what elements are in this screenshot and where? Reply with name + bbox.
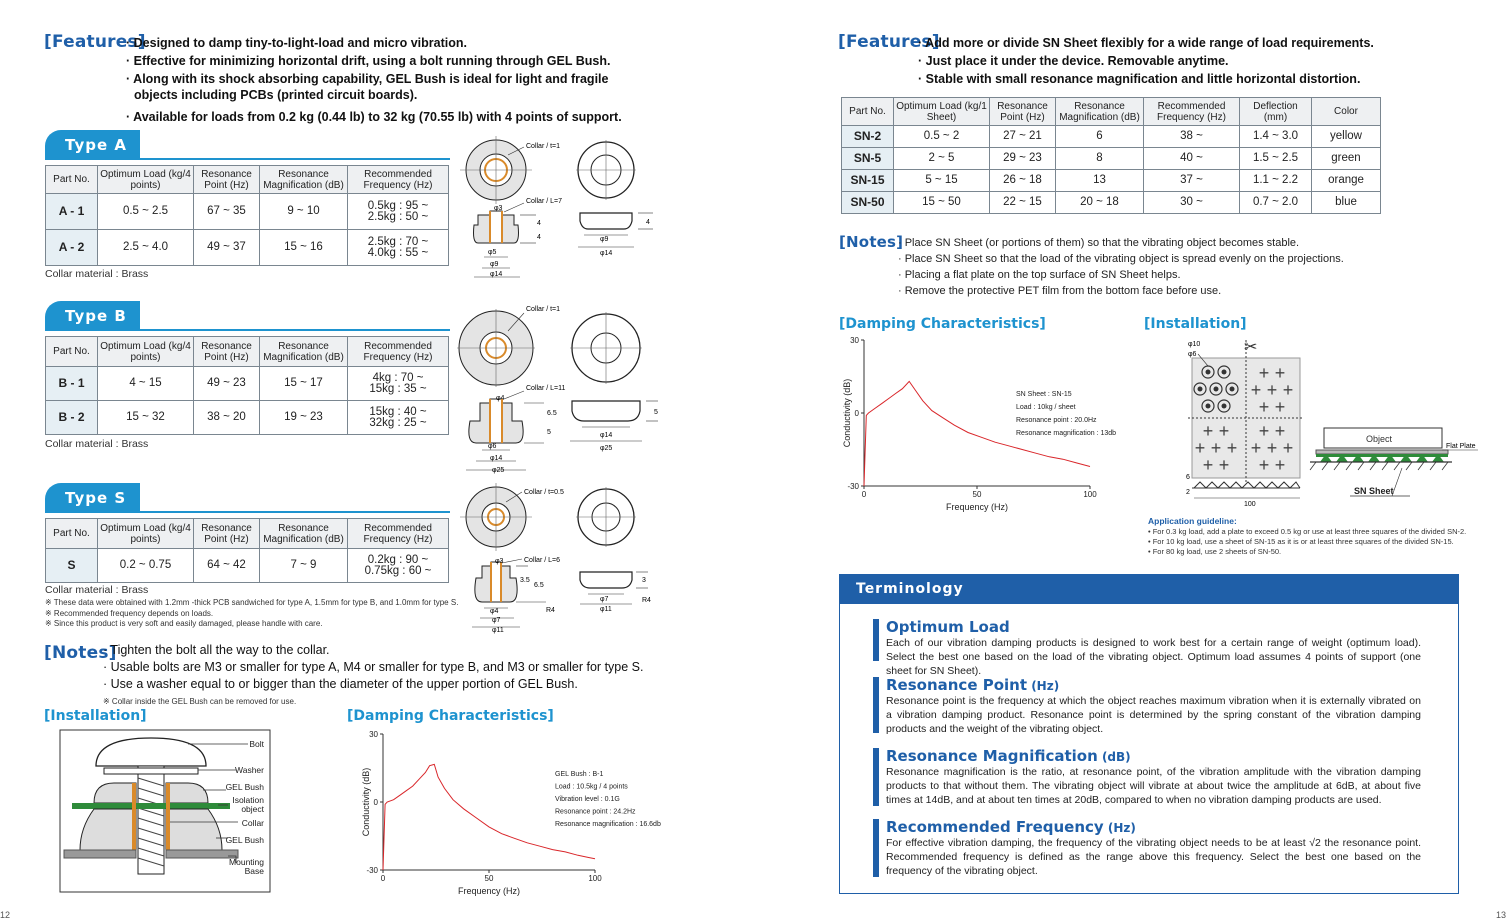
y-tick-label: 0 [854,409,859,418]
col-header: Resonance Magnification (dB) [260,519,348,549]
collar-material: Collar material : Brass [45,268,149,280]
cell: 13 [1056,170,1144,192]
cell: 49 ~ 23 [194,367,260,401]
col-header: Resonance Magnification (dB) [1056,98,1144,126]
label-base: Base [244,866,264,876]
freq-line: 4kg : 70 ~ [372,371,424,384]
feature-item: · Effective for minimizing horizontal drift, using a bolt running through GEL Bush. [126,54,611,68]
note-item: · Place SN Sheet so that the load of the vibrating object is spread evenly on the projections. [898,253,1344,265]
x-tick-label: 0 [380,874,386,883]
guide-list [1148,527,1466,557]
dim-label: 100 [1244,501,1256,508]
installation-title: [Installation] [44,708,147,724]
cell: 64 ~ 42 [194,549,260,583]
mounting-base-left [64,850,136,858]
svg-text:+: + [1226,438,1238,458]
sn-installation-diagram [1180,336,1480,508]
dim-label: 2 [1186,489,1190,496]
dim-label: R4 [642,597,651,604]
col-header: Part No. [46,166,98,194]
svg-text:+: + [1282,380,1294,400]
part-no: B - 1 [46,367,98,401]
y-axis-label: Conductivity (dB) [842,378,852,448]
svg-text:+: + [1250,438,1262,458]
cell: 6 [1056,126,1144,148]
chart-annotation: Load : 10.5kg / 4 points [555,783,628,791]
dim-label: 4 [646,219,650,226]
cell: 2.5 ~ 4.0 [98,230,194,266]
cell: 29 ~ 23 [990,148,1056,170]
table-row [46,367,449,401]
cell [348,230,449,266]
type-b-rule [45,329,450,331]
sn-sheet-side [1316,454,1448,457]
plot-area [842,336,1116,512]
cell: blue [1312,192,1381,214]
col-header: Recommended Frequency (Hz) [348,337,449,367]
scissors-icon: ✂ [1244,339,1258,356]
flat-plate [1316,450,1448,454]
notes-title-right: [Notes] [839,233,904,251]
table-row [842,192,1381,214]
x-tick-label: 0 [861,490,867,499]
cell: 19 ~ 23 [260,401,348,435]
chart-annotation: Resonance magnification : 13db [1016,430,1117,437]
installation-title-right: [Installation] [1144,316,1247,332]
damping-curve [383,764,595,870]
dim-label: 5 [654,409,658,416]
dim-label: φ14 [600,250,613,257]
dim-label: Collar / t=1 [526,143,561,150]
freq-line: 15kg : 40 ~ [369,405,427,418]
table-row [46,549,449,583]
svg-text:+: + [1258,421,1270,441]
damping-chart-left [355,728,675,898]
footnotes [45,598,458,630]
term-bar [873,748,879,806]
cell: 15 ~ 17 [260,367,348,401]
table-row [842,170,1381,192]
label-bolt: Bolt [249,739,264,749]
cell: green [1312,148,1381,170]
table-row [46,194,449,230]
cell: 4 ~ 15 [98,367,194,401]
dim-label: Collar / L=7 [526,198,562,205]
cell: 0.7 ~ 2.0 [1240,192,1312,214]
type-a-title: Type A [45,130,140,160]
notes-title: [Notes] [44,643,117,663]
freq-line: 0.2kg : 90 ~ [367,553,429,566]
term-title: Optimum Load [886,618,1010,636]
svg-text:+: + [1250,380,1262,400]
svg-text:+: + [1266,380,1278,400]
features-list-right [918,34,1374,88]
label-mounting: Mounting [229,857,264,867]
type-a-drawing [458,137,673,282]
dim-label: φ7 [492,617,501,624]
svg-text:+: + [1194,438,1206,458]
footnote: ※ These data were obtained with 1.2mm -thick PCB sandwiched for type A, 1.5mm for type B, and 1.0mm for type S. [45,598,459,607]
term-bar [873,619,879,661]
term-unit: (Hz) [1103,821,1136,835]
terminology-header: Terminology [840,575,1458,604]
y-tick-label: 30 [850,336,859,345]
chart-annotation: Vibration level : 0.1G [555,796,620,803]
chart-annotation: Resonance point : 20.0Hz [1016,417,1097,424]
term-name: Recommended Frequency [886,818,1104,836]
chart-annotation: Resonance point : 24.2Hz [555,808,636,816]
dim-label: φ5 [488,249,497,256]
y-tick-label: 30 [369,730,378,739]
x-tick-label: 50 [484,874,494,883]
col-header: Part No. [46,337,98,367]
svg-text:+: + [1274,421,1286,441]
part-no: SN-15 [842,170,894,192]
term-desc: For effective vibration damping, the frequency of the vibrating object needs to be at least √2 the resonance point. Recommended frequency is defined as the range above this frequency. Select the best one based on the frequency of the vibrating object. [886,837,1421,877]
dim-label: 6 [1186,474,1190,481]
feature-item: · Designed to damp tiny-to-light-load and micro vibration. [126,36,467,50]
term-unit: (dB) [1097,750,1131,764]
cell: 15 ~ 50 [894,192,990,214]
col-header: Optimum Load (kg/4 points) [98,337,194,367]
part-no: SN-2 [842,126,894,148]
x-axis-label: Frequency (Hz) [945,502,1009,512]
cell: 7 ~ 9 [260,549,348,583]
type-s-drawing [458,484,673,636]
term-name: Resonance Magnification [886,747,1098,765]
chart-annotation: GEL Bush : B-1 [555,771,604,778]
label-collar: Collar [241,818,264,828]
dim-label: φ6 [488,443,497,450]
cell: 1.5 ~ 2.5 [1240,148,1312,170]
collar-left [132,783,136,850]
damping-title: [Damping Characteristics] [347,708,554,724]
cell [348,401,449,435]
svg-text:+: + [1218,455,1230,475]
notes-list [103,642,643,710]
note-small: ※ Collar inside the GEL Bush can be removed for use. [103,697,297,706]
x-tick-label: 50 [972,490,982,499]
cell: 38 ~ 20 [194,401,260,435]
svg-text:+: + [1274,363,1286,383]
dim-label: φ9 [600,236,609,243]
sn-sheet-label: SN Sheet [1354,486,1394,496]
col-header: Resonance Magnification (dB) [260,166,348,194]
dim-label: Collar / L=11 [526,385,566,392]
note-item: · Tighten the bolt all the way to the collar. [103,643,330,657]
type-b-drawing [458,303,673,478]
svg-text:+: + [1266,438,1278,458]
cell: 15 ~ 16 [260,230,348,266]
term-desc: Resonance magnification is the ratio, at resonance point, of the vibration amplitude with the vibration damping products to that without them. The vibrating object will vibrate at about twice the amplitude at 6dB, at about five times at 14dB, and at about ten times at 20dB, compared to when no vibration damping products are used. [886,766,1421,806]
dim-label: φ4 [496,395,505,402]
page-number-left: 12 [0,910,11,920]
part-no: S [46,549,98,583]
dim-label: Collar / t=0.5 [524,489,564,496]
freq-line: 4.0kg : 55 ~ [367,246,429,259]
plot-area [361,730,661,896]
cell: 2 ~ 5 [894,148,990,170]
col-header: Resonance Magnification (dB) [260,337,348,367]
table-row [842,148,1381,170]
footnote: ※ Since this product is very soft and easily damaged, please handle with care. [45,619,323,628]
cell: 67 ~ 35 [194,194,260,230]
freq-line: 32kg : 25 ~ [369,416,427,429]
cell: 0.5 ~ 2 [894,126,990,148]
dim-label: φ3 [495,558,504,565]
col-header: Recommended Frequency (Hz) [348,166,449,194]
floor-hatch [1310,462,1448,470]
features-title-right: [Features] [838,32,940,52]
label-isolation: Isolation [232,795,264,805]
dim-label: φ6 [1188,351,1197,358]
term-title [886,747,1131,765]
term-bar [873,677,879,733]
svg-text:+: + [1274,397,1286,417]
dim-label: φ10 [1188,341,1201,348]
table-row [842,126,1381,148]
cell: 27 ~ 21 [990,126,1056,148]
y-tick-label: -30 [366,866,378,875]
note-item: · Placing a flat plate on the top surface of SN Sheet helps. [898,269,1181,281]
mounting-base-right [166,850,238,858]
dim-label: φ25 [600,445,613,452]
dim-label: φ25 [492,467,505,474]
type-b-table [45,336,449,435]
dim-label: φ11 [492,627,504,634]
term-name: Resonance Point [886,676,1028,694]
col-header: Optimum Load (kg/1 Sheet) [894,98,990,126]
freq-line: 15kg : 35 ~ [369,382,427,395]
feature-item: · Stable with small resonance magnification and little horizontal distortion. [918,72,1361,86]
col-header: Deflection (mm) [1240,98,1312,126]
svg-text:+: + [1258,363,1270,383]
cell: 49 ~ 37 [194,230,260,266]
col-header: Optimum Load (kg/4 points) [98,166,194,194]
dim-label: φ7 [600,596,609,603]
note-item: · Place SN Sheet (or portions of them) so that the vibrating object becomes stable. [898,237,1300,249]
dim-label: R4 [546,607,555,614]
guide-title: Application guideline: [1148,516,1237,526]
type-a-rule [45,158,450,160]
term-title [886,818,1136,836]
cell [348,194,449,230]
col-header: Resonance Point (Hz) [194,337,260,367]
freq-line: 2.5kg : 50 ~ [367,210,429,223]
sn-profile [1194,482,1300,488]
cell: 40 ~ [1144,148,1240,170]
cell: 1.1 ~ 2.2 [1240,170,1312,192]
type-b-title: Type B [45,301,140,331]
cell: 20 ~ 18 [1056,192,1144,214]
dim-label: 3 [642,577,646,584]
x-tick-label: 100 [588,874,602,883]
cell: 9 ~ 10 [260,194,348,230]
cell: 26 ~ 18 [990,170,1056,192]
damping-chart-right [838,334,1117,514]
freq-line: 0.5kg : 95 ~ [367,199,429,212]
term-title [886,676,1059,694]
dim-label: φ3 [494,205,503,212]
term-desc: Resonance point is the frequency at which the object reaches maximum vibration when it is externally vibrated on a vibration damping product. Resonance point is determined by the spring constant of the vibration damping products and the weight of the vibrating object. [886,695,1421,735]
dim-label: φ4 [490,608,499,615]
dim-label: 6.5 [547,410,557,417]
isolation-object [72,803,230,809]
label-object: object [241,804,264,814]
svg-text:+: + [1258,455,1270,475]
cell [348,367,449,401]
col-header: Recommended Frequency (Hz) [348,519,449,549]
y-axis-label: Conductivity (dB) [361,767,371,837]
type-s-title: Type S [45,483,140,513]
dim-label: φ14 [490,455,503,462]
col-header: Resonance Point (Hz) [194,519,260,549]
note-item: · Remove the protective PET film from the bottom face before use. [898,285,1222,297]
feature-item: · Just place it under the device. Removable anytime. [918,54,1229,68]
cell: 30 ~ [1144,192,1240,214]
label-gel-bush-2: GEL Bush [225,835,264,845]
col-header: Color [1312,98,1381,126]
label-gel-bush: GEL Bush [225,782,264,792]
svg-text:+: + [1282,438,1294,458]
y-tick-label: 0 [373,798,378,807]
dim-label: φ14 [600,432,613,439]
damping-title-right: [Damping Characteristics] [839,316,1046,332]
svg-text:+: + [1274,455,1286,475]
cell: 38 ~ [1144,126,1240,148]
svg-text:+: + [1210,438,1222,458]
svg-text:+: + [1218,421,1230,441]
collar-material: Collar material : Brass [45,438,149,450]
part-no: A - 2 [46,230,98,266]
dim-label: 4 [537,220,541,227]
type-s-table [45,518,449,583]
term-desc: Each of our vibration damping products is designed to work best for a certain range of weight (optimum load). Select the best one based on the load of the vibrating object. Optimum load assumes 4 points of support (one sheet for SN Sheet). [886,637,1421,677]
dim-label: Collar / t=1 [526,306,561,313]
term-unit: (Hz) [1027,679,1060,693]
table-row [46,401,449,435]
cell [348,549,449,583]
label-washer: Washer [235,765,264,775]
note-item: · Usable bolts are M3 or smaller for type A, M4 or smaller for type B, and M3 or smaller for type S. [103,660,644,674]
table-row [46,230,449,266]
col-header: Resonance Point (Hz) [990,98,1056,126]
cell: 0.2 ~ 0.75 [98,549,194,583]
dim-label: φ11 [600,606,612,613]
washer [104,768,198,774]
collar-right [166,783,170,850]
feature-item: objects including PCBs (printed circuit boards). [134,88,418,102]
feature-item: · Add more or divide SN Sheet flexibly for a wide range of load requirements. [918,36,1374,50]
feature-item: · Available for loads from 0.2 kg (0.44 lb) to 32 kg (70.55 lb) with 4 points of support. [126,110,622,124]
col-header: Part No. [842,98,894,126]
type-a-table [45,165,449,266]
x-axis-label: Frequency (Hz) [457,886,521,896]
freq-line: 0.75kg : 60 ~ [364,564,432,577]
chart-annotation: SN Sheet : SN-15 [1016,391,1072,398]
collar-material: Collar material : Brass [45,584,149,596]
note-item: · Use a washer equal to or bigger than the diameter of the upper portion of GEL Bush. [103,677,578,691]
object-label: Object [1366,434,1393,444]
cell: 37 ~ [1144,170,1240,192]
part-no: SN-5 [842,148,894,170]
cell: 8 [1056,148,1144,170]
chart-annotation: Resonance magnification : 16.6db [555,821,661,828]
cell: 5 ~ 15 [894,170,990,192]
svg-text:+: + [1202,455,1214,475]
footnote: ※ Recommended frequency depends on loads. [45,608,214,618]
chart-annotation: Load : 10kg / sheet [1016,404,1076,411]
col-header: Part No. [46,519,98,549]
cell: 1.4 ~ 3.0 [1240,126,1312,148]
page-number-right: 13 [1496,910,1506,920]
svg-text:+: + [1202,421,1214,441]
col-header: Optimum Load (kg/4 points) [98,519,194,549]
part-no: B - 2 [46,401,98,435]
cell: 15 ~ 32 [98,401,194,435]
cell: orange [1312,170,1381,192]
guide-item: • For 80 kg load, use 2 sheets of SN-50. [1148,547,1282,556]
cell: 0.5 ~ 2.5 [98,194,194,230]
dim-label: 6.5 [534,582,544,589]
features-title: [Features] [44,32,146,52]
dim-label: 3.5 [520,577,530,584]
feature-item: · Along with its shock absorbing capability, GEL Bush is ideal for light and fragile [126,72,609,86]
dim-label: Collar / L=6 [524,557,560,564]
guide-item: • For 10 kg load, use a sheet of SN-15 as it is or at least three squares of the divided SN-15. [1148,537,1454,546]
dim-label: φ9 [490,261,499,268]
cell: 22 ~ 15 [990,192,1056,214]
features-list [126,34,622,126]
col-header: Recommended Frequency (Hz) [1144,98,1240,126]
y-tick-label: -30 [847,482,859,491]
sn-sheet-table [841,97,1381,214]
notes-list-right [898,235,1344,299]
installation-diagram [58,728,278,896]
svg-text:+: + [1258,397,1270,417]
guide-item: • For 0.3 kg load, add a plate to exceed 0.5 kg or use at least three squares of the divided SN-2. [1148,527,1467,536]
dim-label: 5 [547,429,551,436]
dim-label: φ14 [490,271,503,278]
type-s-rule [45,511,450,513]
cell: yellow [1312,126,1381,148]
col-header: Resonance Point (Hz) [194,166,260,194]
part-no: A - 1 [46,194,98,230]
freq-line: 2.5kg : 70 ~ [367,235,429,248]
flat-plate-label: Flat Plate [1446,443,1476,450]
part-no: SN-50 [842,192,894,214]
dim-label: 4 [537,234,541,241]
term-bar [873,819,879,877]
x-tick-label: 100 [1083,490,1097,499]
